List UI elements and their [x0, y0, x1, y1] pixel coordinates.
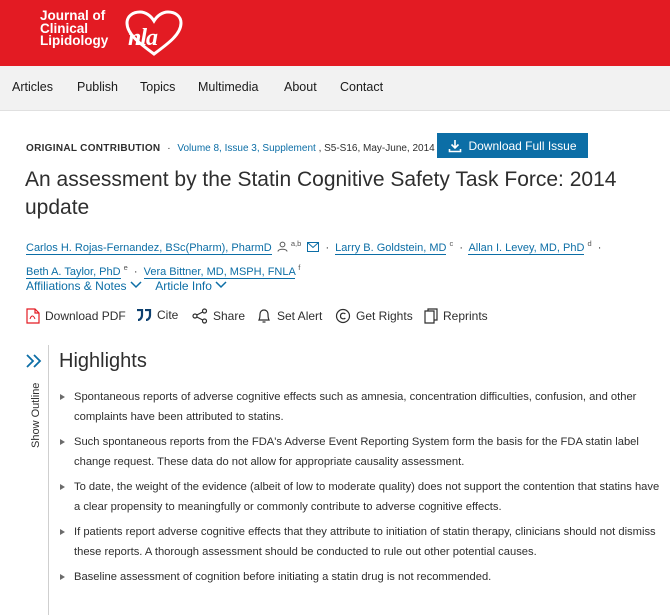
author-sup-5: f [298, 263, 301, 272]
show-outline-button[interactable]: Show Outline [30, 382, 42, 448]
download-full-issue-button[interactable] [437, 133, 588, 158]
author-list [26, 234, 656, 282]
download-full-issue-label: Download Full Issue [468, 138, 577, 153]
bullet-triangle-icon [60, 529, 65, 535]
author-sup-3: d [587, 239, 592, 248]
highlight-text: Baseline assessment of cognition before initiating a statin drug is not recommended. [74, 571, 492, 583]
list-item [60, 567, 660, 587]
reprints-button[interactable] [424, 308, 488, 324]
envelope-icon[interactable] [307, 242, 319, 252]
author-separator: · [133, 266, 138, 278]
get-rights-label: Get Rights [356, 309, 413, 323]
highlight-text: To date, the weight of the evidence (albeit of low to moderate quality) does not support the contention that statins have a clear propensity to meaningfully or commonly contribute to adverse cognitive effects. [74, 481, 660, 513]
share-button[interactable] [192, 308, 245, 324]
chevron-down-icon [215, 281, 227, 289]
copyright-icon [335, 308, 351, 324]
bullet-triangle-icon [60, 484, 65, 490]
article-info-toggle[interactable] [155, 279, 227, 293]
journal-name-line-3: Lipidology [40, 33, 109, 48]
set-alert-label: Set Alert [277, 309, 323, 323]
highlight-text: Such spontaneous reports from the FDA's Adverse Event Reporting System form the basis for the FDA statin label change request. These data do not allow for appropriate causality assessment. [74, 436, 639, 468]
author-sup-4: e [123, 263, 128, 272]
author-sup-1: a,b [290, 239, 302, 248]
nav-articles[interactable]: Articles [12, 80, 53, 94]
download-pdf-button[interactable] [26, 308, 126, 324]
article-title: An assessment by the Statin Cognitive Safety Task Force: 2014 update [25, 168, 617, 219]
set-alert-button[interactable] [256, 308, 322, 324]
reprints-label: Reprints [443, 309, 488, 323]
author-taylor[interactable]: Beth A. Taylor, PhD [26, 266, 121, 278]
author-separator: · [459, 242, 463, 254]
highlights-heading: Highlights [59, 350, 147, 372]
share-label: Share [213, 309, 246, 323]
download-pdf-label: Download PDF [45, 309, 126, 323]
pages-date: , S5-S16, May-June, 2014 [318, 143, 435, 154]
highlight-text: If patients report adverse cognitive effects that they attribute to initiation of statin therapy, clinicians should not dismiss these reports. A thorough assessment should be conducted to rule out other potential causes. [74, 526, 656, 558]
author-sup-2: c [449, 239, 454, 248]
journal-name-line-2: Clinical [40, 20, 89, 36]
bell-icon [256, 308, 272, 324]
journal-logo-text[interactable] [40, 10, 108, 48]
share-icon [192, 308, 208, 324]
contribution-type: ORIGINAL CONTRIBUTION [26, 143, 161, 154]
article-meta [26, 143, 435, 154]
person-icon [277, 241, 288, 252]
list-item [60, 387, 660, 427]
bullet-triangle-icon [60, 439, 65, 445]
list-item [60, 522, 660, 562]
author-goldstein[interactable]: Larry B. Goldstein, MD [335, 242, 447, 254]
double-chevron-right-icon[interactable] [24, 351, 44, 371]
nav-contact[interactable]: Contact [340, 80, 384, 94]
article-details-row [26, 279, 227, 293]
nav-topics[interactable]: Topics [140, 80, 176, 94]
pdf-icon [26, 308, 40, 324]
highlights-list [60, 387, 660, 592]
cite-label: Cite [157, 308, 179, 322]
chevron-down-icon [130, 281, 142, 289]
author-levey[interactable]: Allan I. Levey, MD, PhD [468, 242, 585, 254]
bullet-triangle-icon [60, 574, 65, 580]
site-header [0, 0, 670, 66]
meta-separator: · [167, 143, 171, 154]
article-info-label: Article Info [155, 279, 212, 293]
issue-link[interactable]: Volume 8, Issue 3, Supplement [177, 143, 316, 154]
journal-name-line-1: Journal of [40, 8, 106, 23]
main-nav [0, 66, 670, 111]
affiliations-toggle[interactable] [26, 279, 145, 293]
cite-button[interactable] [136, 308, 178, 322]
nav-publish[interactable]: Publish [77, 80, 118, 94]
author-separator: · [597, 242, 602, 254]
nla-logo-text: nla [128, 25, 158, 51]
nav-about[interactable]: About [284, 80, 317, 94]
author-rojas-fernandez[interactable]: Carlos H. Rojas-Fernandez, BSc(Pharm), PharmD [26, 242, 272, 254]
bullet-triangle-icon [60, 394, 65, 400]
list-item [60, 432, 660, 472]
quote-icon [136, 309, 152, 321]
outline-divider [48, 345, 49, 615]
reprints-icon [424, 308, 438, 324]
download-icon [448, 139, 462, 153]
get-rights-button[interactable] [335, 308, 413, 324]
author-separator: · [325, 242, 330, 254]
highlight-text: Spontaneous reports of adverse cognitive effects such as amnesia, concentration difficulties, confusion, and other complaints have been attributed to statins. [74, 391, 637, 423]
affiliations-label: Affiliations & Notes [26, 279, 127, 293]
nav-multimedia[interactable]: Multimedia [198, 80, 259, 94]
list-item [60, 477, 660, 517]
author-bittner[interactable]: Vera Bittner, MD, MSPH, FNLA [143, 266, 296, 278]
